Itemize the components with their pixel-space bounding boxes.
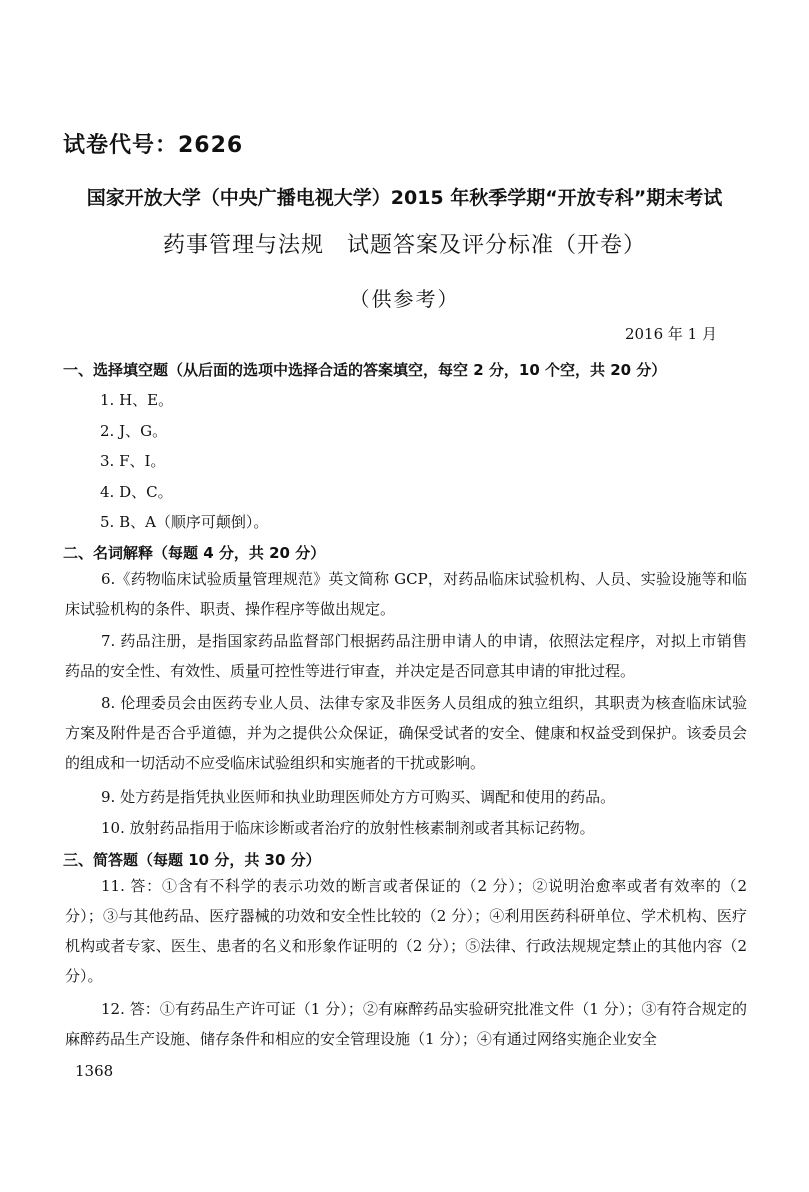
section-3-title: 三、简答题（每题 10 分，共 30 分） — [63, 851, 321, 869]
section-2-title: 二、名词解释（每题 4 分，共 20 分） — [63, 544, 326, 562]
answer-item-7: 7. 药品注册，是指国家药品监督部门根据药品注册申请人的申请，依照法定程序，对拟上市销售药品的安全性、有效性、质量可控性等进行审查，并决定是否同意其申请的审批过程。 — [65, 632, 747, 680]
answer-item-11: 11. 答：①含有不科学的表示功效的断言或者保证的（2 分）；②说明治愈率或者有效率的（2 分）；③与其他药品、医疗器械的功效和安全性比较的（2 分）；④利用医药科研单位、学术机构、医疗机构或者专家、医生、患者的名义和形象作证明的（2 分）；⑤法律、行政法规规定禁止的其他内容（2 分）。 — [65, 877, 747, 985]
answer-item-3: 3. F、I。 — [100, 452, 166, 470]
answer-item-4: 4. D、C。 — [100, 483, 173, 501]
answer-item-2: 2. J、G。 — [100, 422, 168, 440]
answer-item-9: 9. 处方药是指凭执业医师和执业助理医师处方方可购买、调配和使用的药品。 — [101, 788, 616, 806]
answer-item-5: 5. B、A（顺序可颠倒）。 — [100, 513, 269, 531]
answer-item-1: 1. H、E。 — [100, 391, 174, 409]
answer-item-8: 8. 伦理委员会由医药专业人员、法律专家及非医务人员组成的独立组织，其职责为核查临床试验方案及附件是否合乎道德，并为之提供公众保证，确保受试者的安全、健康和权益受到保护。该委员会的组成和一切活动不应受临床试验组织和实施者的干扰或影响。 — [65, 694, 747, 772]
exam-header-reference: （供参考） — [349, 287, 460, 311]
answer-item-6: 6.《药物临床试验质量管理规范》英文简称 GCP，对药品临床试验机构、人员、实验设施等和临床试验机构的条件、职责、操作程序等做出规定。 — [65, 570, 747, 618]
exam-header-title: 药事管理与法规 试题答案及评分标准（开卷） — [162, 233, 646, 258]
answer-item-12: 12. 答：①有药品生产许可证（1 分）；②有麻醉药品实验研究批准文件（1 分）；③有符合规定的麻醉药品生产设施、储存条件和相应的安全管理设施（1 分）；④有通过网络实施企业安全 — [65, 1000, 747, 1048]
paper-code: 试卷代号：2626 — [63, 133, 244, 158]
page-number: 1368 — [75, 1062, 114, 1080]
exam-header-line1: 国家开放大学（中央广播电视大学）2015 年秋季学期“开放专科”期末考试 — [86, 187, 723, 209]
exam-date: 2016 年 1 月 — [624, 325, 717, 343]
section-1-title: 一、选择填空题（从后面的选项中选择合适的答案填空，每空 2 分，10 个空，共 20 分） — [63, 361, 667, 379]
answer-item-10: 10. 放射药品指用于临床诊断或者治疗的放射性核素制剂或者其标记药物。 — [101, 819, 595, 837]
